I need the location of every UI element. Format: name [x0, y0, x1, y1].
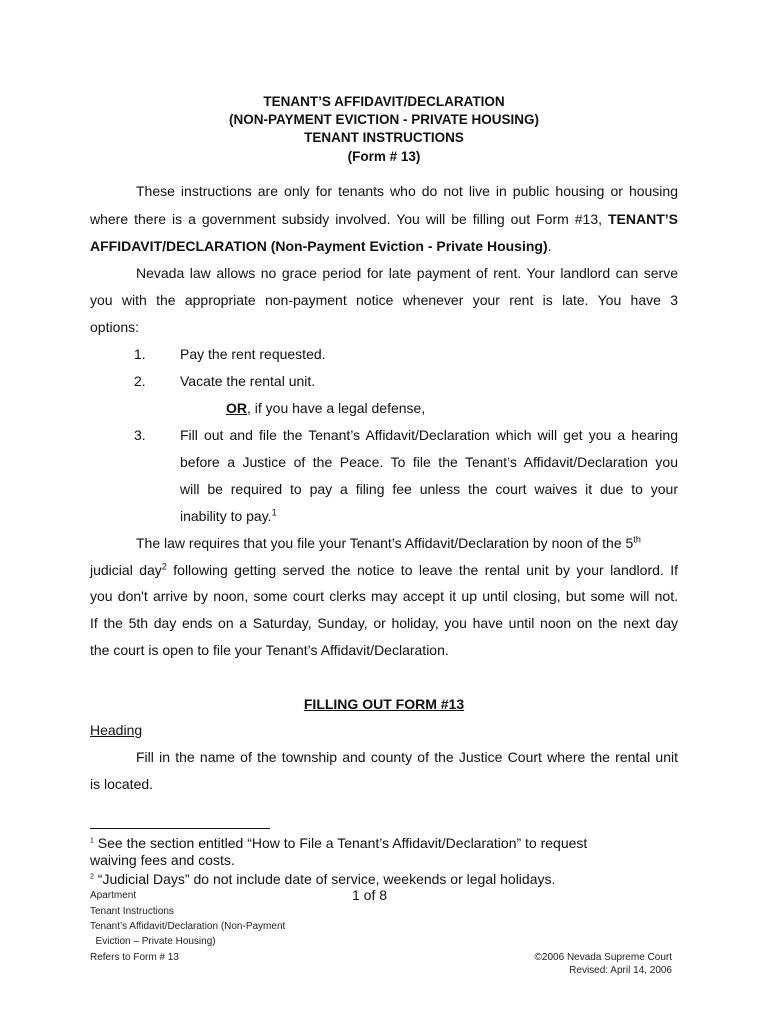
title-line-3: TENANT INSTRUCTIONS [304, 130, 464, 145]
option-2-text: Vacate the rental unit. [180, 373, 316, 389]
subheading-heading: Heading [90, 722, 143, 738]
option-3-line-1: Fill out and file the Tenant’s Affidavit/Declaration which will get you a hearing [180, 427, 678, 443]
option-2-number: 2. [134, 373, 146, 389]
footer-revised: Revised: April 14, 2006 [569, 965, 672, 976]
intro-line-2: where there is a government subsidy involved. You will be filling out Form #13, TENANT’S [90, 211, 678, 227]
title-line-2: (NON-PAYMENT EVICTION - PRIVATE HOUSING) [228, 112, 539, 127]
footer-copyright: ©2006 Nevada Supreme Court [534, 952, 672, 963]
page-number: 1 of 8 [352, 887, 388, 903]
para2-line-3: options: [90, 319, 140, 335]
section-heading: FILLING OUT FORM #13 [303, 696, 465, 712]
footnote-1-line-1: $^1$ See the section entitled “How to File a Tenant’s Affidavit/Declaration” to request [90, 835, 588, 851]
section-line-2: is located. [90, 776, 154, 792]
title-line-4: (Form # 13) [347, 149, 421, 164]
option-1-number: 1. [134, 346, 146, 362]
para3-line-3: you don't arrive by noon, some court clerks may accept it up until closing, but some will not. [90, 588, 678, 604]
footer-left-5: Refers to Form # 13 [90, 952, 179, 963]
option-3-number: 3. [134, 427, 146, 443]
footnote-1-line-2: waiving fees and costs. [90, 852, 235, 868]
footer-left-4: Eviction – Private Housing) [90, 936, 216, 947]
or-line: OR, if you have a legal defense, [226, 400, 426, 416]
para3-line-5: the court is open to file your Tenant’s Affidavit/Declaration. [90, 642, 449, 658]
option-3-line-2: before a Justice of the Peace. To file the Tenant’s Affidavit/Declaration you [180, 454, 678, 470]
para2-line-2: you with the appropriate non-payment notice whenever your rent is late. You have 3 [90, 292, 678, 308]
para2-line-1: Nevada law allows no grace period for late payment of rent. Your landlord can serve [136, 265, 678, 281]
footer-left-1: Apartment [90, 890, 137, 901]
option-1-text: Pay the rent requested. [180, 346, 326, 362]
section-line-1: Fill in the name of the township and county of the Justice Court where the rental unit [136, 749, 678, 765]
para3-line-2: judicial day$^2$ following getting served the notice to leave the rental unit by your landlord. If [90, 561, 678, 578]
para3-line-1: The law requires that you file your Tenant’s Affidavit/Declaration by noon of the 5th [136, 534, 641, 551]
title-line-1: TENANT’S AFFIDAVIT/DECLARATION [263, 94, 505, 109]
intro-line-1: These instructions are only for tenants who do not live in public housing or housing [136, 183, 678, 199]
option-3-line-3: will be required to pay a filing fee unless the court waives it due to your [180, 481, 678, 497]
footnote-ref-2: 2 [161, 561, 167, 572]
footer-left-3: Tenant’s Affidavit/Declaration (Non-Payment [90, 921, 286, 932]
footnote-2: $^2$ “Judicial Days” do not include date of service, weekends or legal holidays. [90, 871, 556, 887]
para3-line-4: If the 5th day ends on a Saturday, Sunday, or holiday, you have until noon on the next day [90, 615, 678, 631]
footnote-ref-1: 1 [271, 507, 277, 518]
option-3-line-4: inability to pay.$^1$ [180, 507, 277, 524]
footnote-separator [90, 828, 270, 829]
footer-left-2: Tenant Instructions [90, 906, 174, 917]
intro-line-3: AFFIDAVIT/DECLARATION (Non-Payment Eviction - Private Housing). [90, 238, 552, 254]
